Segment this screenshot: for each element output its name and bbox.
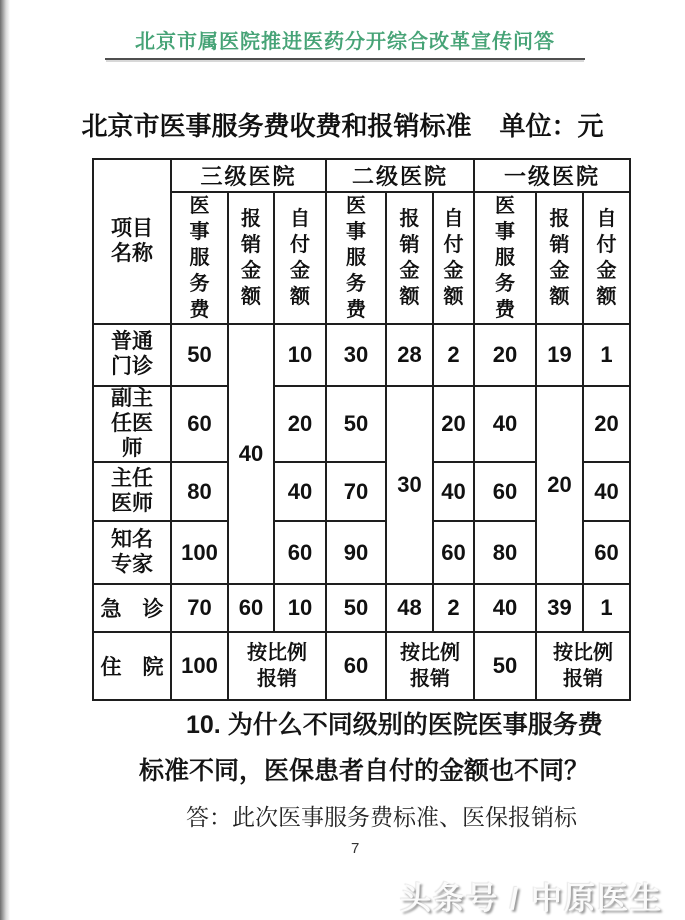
cell-t1-reimburse: 19: [536, 324, 583, 386]
cell-t3-fee: 70: [171, 584, 228, 632]
cell-t2-reimburse-merged: 30: [386, 386, 433, 584]
group-header-tier3: 三级医院: [171, 159, 326, 192]
table-subheader-row: [93, 192, 630, 324]
row-label-cell: [93, 462, 171, 521]
table-row-emergency: [93, 584, 630, 632]
row-label: 住 院: [100, 656, 164, 680]
document-header-title: 北京市属医院推进医药分开综合改革宣传问答: [135, 31, 555, 53]
cell-t2-selfpay: 2: [433, 584, 474, 632]
subheader-tier3-selfpay: [274, 192, 326, 324]
question-line-1: 10. 为什么不同级别的医院医事服务费: [186, 711, 603, 740]
cell-t1-selfpay: 1: [583, 324, 630, 386]
row-label-cell: [93, 324, 171, 386]
cell-t1-reimburse-merged: 20: [536, 386, 583, 584]
subheader-tier1-fee: [474, 192, 536, 324]
cell-t3-selfpay: 10: [274, 584, 326, 632]
cell-t2-selfpay: 40: [433, 462, 474, 521]
row-label: 主任医师: [110, 467, 153, 515]
cell-t1-fee: 20: [474, 324, 536, 386]
question-answer-block: [139, 702, 609, 840]
cell-t2-reimburse: 48: [386, 584, 433, 632]
subheader-label: 医事服务费: [346, 195, 366, 321]
table-group-header-row: [93, 159, 630, 192]
page-left-shadow-edge: [0, 0, 10, 920]
subheader-tier1-selfpay: [583, 192, 630, 324]
cell-t1-selfpay: 1: [583, 584, 630, 632]
subheader-label: 报销金额: [399, 208, 420, 308]
cell-t2-fee: 60: [326, 632, 386, 700]
cell-t1-fee: 80: [474, 521, 536, 584]
cell-t2-fee: 70: [326, 462, 386, 521]
subheader-tier2-reimburse: [386, 192, 433, 324]
proportional-note: 按比例报销: [400, 642, 460, 691]
cell-t2-reimburse: 28: [386, 324, 433, 386]
cell-t2-selfpay: 60: [433, 521, 474, 584]
cell-t3-fee: 100: [171, 521, 228, 584]
row-label: 知名专家: [110, 528, 153, 576]
proportional-note: 按比例报销: [553, 642, 613, 691]
table-row-deputy-chief: [93, 386, 630, 462]
cell-t2-fee: 30: [326, 324, 386, 386]
subheader-label: 自付金额: [443, 208, 464, 308]
cell-t1-fee: 50: [474, 632, 536, 700]
cell-t3-selfpay: 20: [274, 386, 326, 462]
row-label: 副主任医师: [110, 387, 153, 460]
subheader-label: 自付金额: [596, 208, 617, 308]
table-unit-label: 单位：元: [499, 111, 604, 141]
row-label: 急 诊: [100, 598, 164, 622]
cell-t3-fee: 50: [171, 324, 228, 386]
row-label-cell: [93, 584, 171, 632]
page-number: 7: [351, 840, 360, 857]
cell-t3-reimburse: 60: [228, 584, 274, 632]
cell-t1-reimburse: 39: [536, 584, 583, 632]
cell-t1-proportional-note: [536, 632, 630, 700]
row-label-cell: [93, 632, 171, 700]
subheader-tier3-fee: [171, 192, 228, 324]
cell-t2-fee: 50: [326, 584, 386, 632]
watermark-toutiao: 头条号 / 中原医生: [400, 881, 663, 916]
cell-t2-selfpay: 2: [433, 324, 474, 386]
cell-t1-fee: 40: [474, 386, 536, 462]
subheader-tier2-selfpay: [433, 192, 474, 324]
subheader-label: 报销金额: [549, 208, 570, 308]
cell-t1-selfpay: 40: [583, 462, 630, 521]
answer-line-1: 答：此次医事服务费标准、医保报销标: [186, 804, 577, 831]
subheader-label: 医事服务费: [495, 195, 515, 321]
subheader-label: 医事服务费: [189, 195, 210, 321]
table-row-outpatient: [93, 324, 630, 386]
cell-t3-selfpay: 40: [274, 462, 326, 521]
cell-t2-fee: 50: [326, 386, 386, 462]
cell-t3-fee: 100: [171, 632, 228, 700]
table-title-row: [0, 106, 685, 143]
cell-t3-reimburse-merged: 40: [228, 324, 274, 584]
table-row-inpatient: [93, 632, 630, 700]
cell-t2-proportional-note: [386, 632, 474, 700]
cell-t3-fee: 60: [171, 386, 228, 462]
subheader-tier2-fee: [326, 192, 386, 324]
question-line-2: 标准不同，医保患者自付的金额也不同？: [139, 757, 590, 786]
cell-t3-proportional-note: [228, 632, 326, 700]
cell-t1-fee: 40: [474, 584, 536, 632]
corner-header-label: 项目名称: [110, 216, 153, 265]
subheader-label: 自付金额: [290, 208, 310, 308]
corner-header-cell: [93, 159, 171, 324]
cell-t3-selfpay: 60: [274, 521, 326, 584]
row-label-cell: [93, 386, 171, 462]
cell-t2-fee: 90: [326, 521, 386, 584]
cell-t1-selfpay: 20: [583, 386, 630, 462]
cell-t3-selfpay: 10: [274, 324, 326, 386]
fee-standard-table: [92, 158, 631, 701]
row-label-cell: [93, 521, 171, 584]
group-header-tier2: 二级医院: [326, 159, 474, 192]
document-header: [105, 0, 585, 60]
cell-t3-fee: 80: [171, 462, 228, 521]
subheader-tier1-reimburse: [536, 192, 583, 324]
subheader-tier3-reimburse: [228, 192, 274, 324]
table-title: 北京市医事服务费收费和报销标准: [81, 111, 472, 141]
row-label: 普通门诊: [110, 330, 153, 378]
proportional-note: 按比例报销: [247, 642, 307, 691]
subheader-label: 报销金额: [241, 208, 261, 308]
cell-t1-selfpay: 60: [583, 521, 630, 584]
cell-t1-fee: 60: [474, 462, 536, 521]
group-header-tier1: 一级医院: [474, 159, 630, 192]
cell-t2-selfpay: 20: [433, 386, 474, 462]
